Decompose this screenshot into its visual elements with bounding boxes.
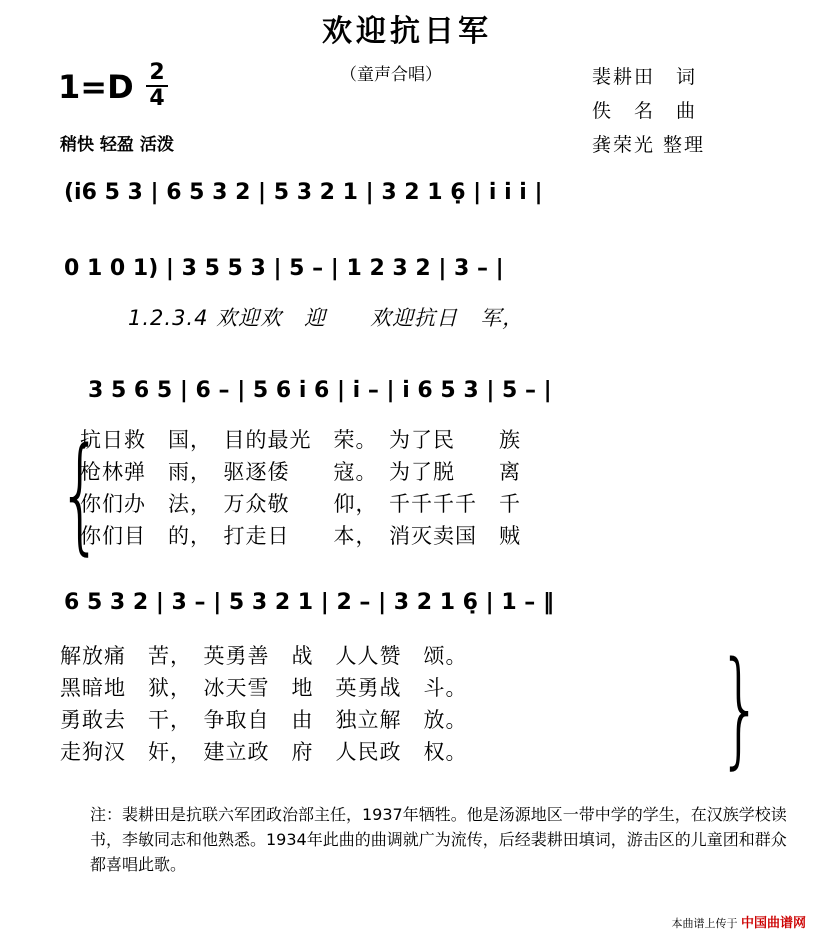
- site-logo: 中国曲谱网: [740, 916, 806, 931]
- upload-prefix: 本曲谱上传于: [671, 917, 738, 930]
- footnote: 注：裴耕田是抗联六军团政治部主任，1937年牺牲。他是汤源地区一带中学的学生，在汉族学校读书，李敏同志和他熟悉。1934年此曲的曲调就广为流传，后经裴耕田填词，游击区的儿童团和群众都喜唱此歌。: [90, 805, 787, 874]
- tempo-marking: 稍快 轻盈 活泼: [60, 135, 174, 155]
- lyrics-row-3-verse-3: 你们办 法， 万众敬 仰， 千千千千 千: [80, 492, 521, 516]
- notation-row-2: 0 1 0 1) | 3 5 5 3 | 5 – | 1 2 3 2 | 3 – |: [64, 256, 504, 281]
- notation-row-4: 6 5 3 2 | 3 – | 5 3 2 1 | 2 – | 3 2 1 6̣ | 1 – ‖: [64, 590, 554, 615]
- lyrics-row-4-verse-2: 黑暗地 狱， 冰天雪 地 英勇战 斗。: [60, 676, 468, 700]
- credit-lyricist: 裴耕田 词: [592, 66, 698, 88]
- time-signature: [146, 62, 168, 110]
- lyrics-row-4-verse-4: 走狗汉 奸， 建立政 府 人民政 权。: [60, 740, 468, 764]
- lyrics-row-3-verse-2: 枪林弹 雨， 驱逐倭 寇。 为了脱 离: [80, 460, 521, 484]
- notation-row-1: (i̇6 5 3 | 6 5 3 2 | 5 3 2 1 | 3 2 1 6̣ | i̇ i̇ i̇ |: [64, 180, 543, 205]
- credit-arranger: 龚荣光 整理: [592, 134, 706, 156]
- upload-credit: [671, 912, 806, 931]
- credit-composer: 佚 名 曲: [592, 100, 698, 122]
- verse-brace-right: }: [718, 634, 763, 782]
- lyrics-row-2: 1.2.3.4 欢迎欢 迎 欢迎抗日 军，: [128, 306, 525, 330]
- key-signature: 1=D: [58, 68, 134, 106]
- lyrics-row-3-verse-1: 抗日救 国， 目的最光 荣。 为了民 族: [80, 428, 521, 452]
- meter-top: 2: [149, 60, 165, 85]
- lyrics-row-4-verse-3: 勇敢去 干， 争取自 由 独立解 放。: [60, 708, 468, 732]
- subtitle: （童声合唱）: [340, 65, 442, 85]
- lyrics-row-3-verse-4: 你们目 的， 打走日 本， 消灭卖国 贼: [80, 524, 521, 548]
- notation-row-3: 3 5 6 5 | 6 – | 5 6 i̇ 6 | i̇ – | i̇ 6 5 3 | 5 – |: [88, 378, 552, 403]
- verse-brace-left: {: [58, 420, 103, 568]
- meter-bottom: 4: [149, 86, 165, 111]
- lyrics-row-4-verse-1: 解放痛 苦， 英勇善 战 人人赞 颂。: [60, 644, 468, 668]
- song-title: 欢迎抗日军: [322, 14, 492, 49]
